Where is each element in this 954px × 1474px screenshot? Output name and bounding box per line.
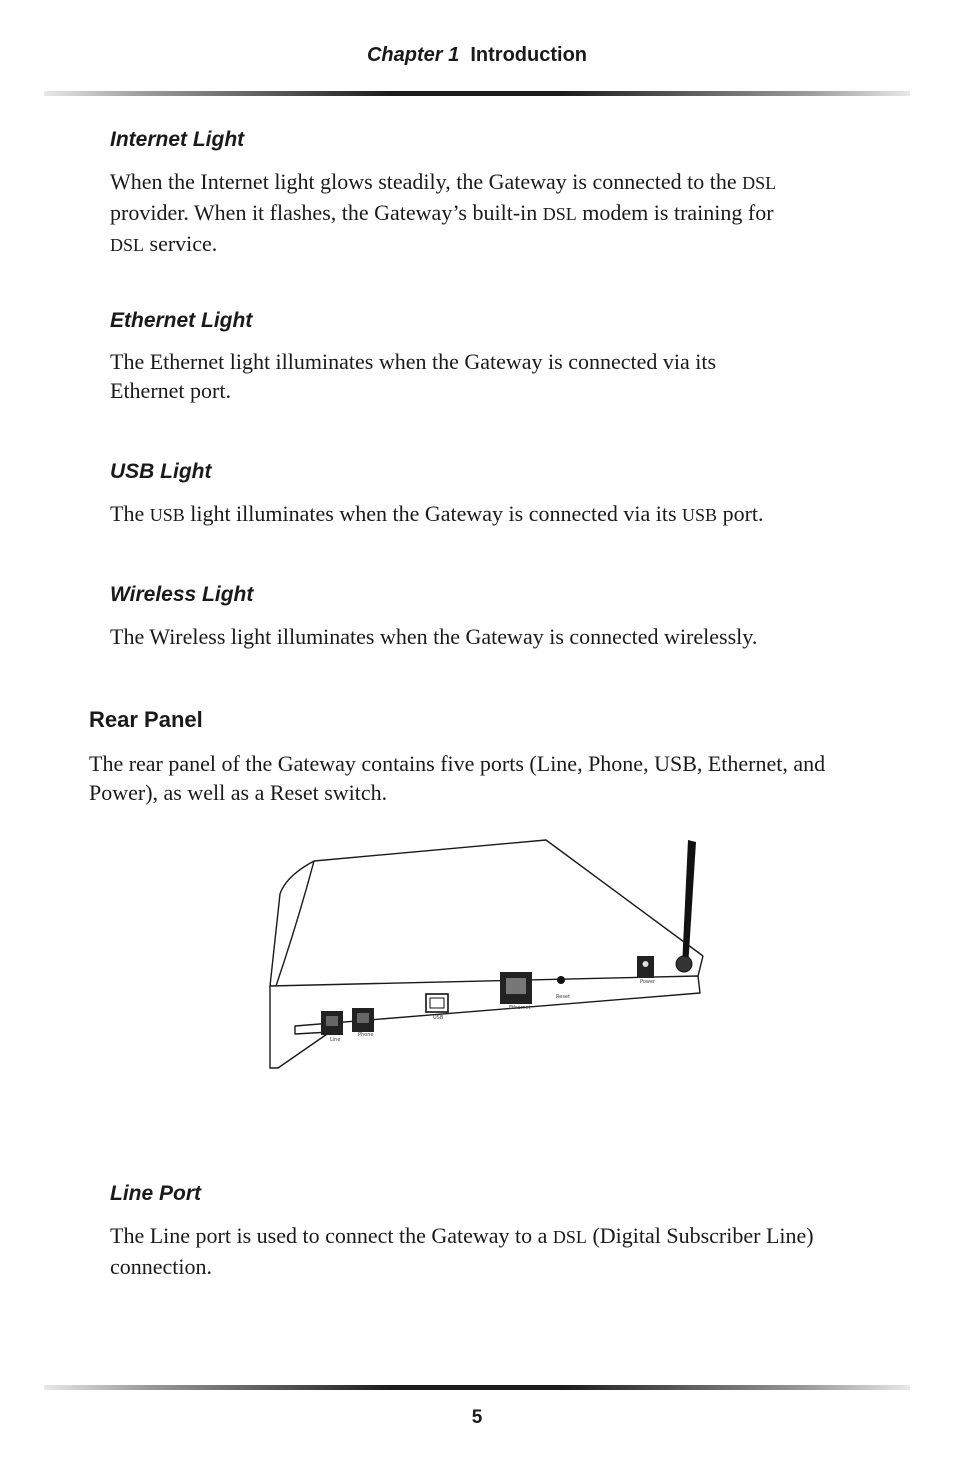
page-number: 5	[471, 1407, 483, 1428]
wireless-light-heading: Wireless Light	[110, 583, 254, 606]
device-top-outline	[314, 840, 703, 956]
text-run: light illuminates when the Gateway is connected via its	[184, 501, 683, 526]
chapter-title: Introduction	[470, 44, 587, 66]
text-run: The	[110, 501, 150, 526]
header-rule	[44, 91, 910, 96]
power-port-pin	[643, 961, 649, 967]
reset-switch	[557, 976, 565, 984]
ethernet-light-heading: Ethernet Light	[110, 309, 253, 332]
usb-abbr: USB	[149, 505, 185, 525]
ports-group	[321, 956, 654, 1035]
reset-label: Reset	[556, 994, 570, 1000]
text-run: The Line port is used to connect the Gateway to a	[110, 1223, 553, 1248]
ethernet-port-jack	[506, 978, 526, 994]
chapter-label: Chapter 1	[366, 44, 460, 66]
internet-light-paragraph	[110, 167, 870, 260]
wireless-light-paragraph: The Wireless light illuminates when the Gateway is connected wirelessly.	[110, 624, 758, 649]
line-port-heading: Line Port	[110, 1182, 202, 1205]
usb-light-paragraph	[110, 499, 870, 530]
text-run: When the Internet light glows steadily, the Gateway is connected to the	[110, 169, 743, 194]
text-run: port.	[717, 501, 764, 526]
phone-label: Phone	[358, 1032, 374, 1038]
rear-panel-heading: Rear Panel	[89, 707, 203, 732]
text-run: (Digital Subscriber Line) connection.	[110, 1223, 814, 1279]
device-left-curve	[276, 861, 314, 986]
antenna-base	[676, 956, 692, 972]
usb-abbr: USB	[682, 505, 718, 525]
running-header	[0, 44, 954, 67]
dsl-abbr: DSL	[542, 204, 577, 224]
device-right-edge	[698, 956, 703, 976]
rear-panel-paragraph: The rear panel of the Gateway contains five ports (Line, Phone, USB, Ethernet, and Power), as well as a Reset switch.	[89, 751, 826, 805]
footer-rule	[44, 1385, 910, 1390]
dsl-abbr: DSL	[110, 235, 145, 255]
phone-port-jack	[357, 1013, 369, 1023]
power-label: Power	[640, 979, 656, 985]
gateway-rear-panel-illustration	[268, 836, 718, 1076]
text-run: service.	[144, 231, 218, 256]
ethernet-light-paragraph: The Ethernet light illuminates when the Gateway is connected via its Ethernet port.	[110, 349, 717, 403]
line-label: Line	[330, 1037, 341, 1043]
line-port-jack	[326, 1016, 338, 1026]
usb-label: USB	[433, 1015, 444, 1021]
dsl-abbr: DSL	[742, 173, 777, 193]
device-left-outline	[270, 861, 314, 986]
usb-port	[426, 994, 448, 1012]
internet-light-heading: Internet Light	[110, 128, 245, 151]
text-run: modem is training for	[576, 200, 774, 225]
text-run: provider. When it flashes, the Gateway’s built-in	[110, 200, 543, 225]
ethernet-label: Ethernet	[509, 1005, 531, 1011]
usb-light-heading: USB Light	[110, 460, 212, 483]
dsl-abbr: DSL	[552, 1227, 587, 1247]
line-port-paragraph	[110, 1221, 870, 1281]
